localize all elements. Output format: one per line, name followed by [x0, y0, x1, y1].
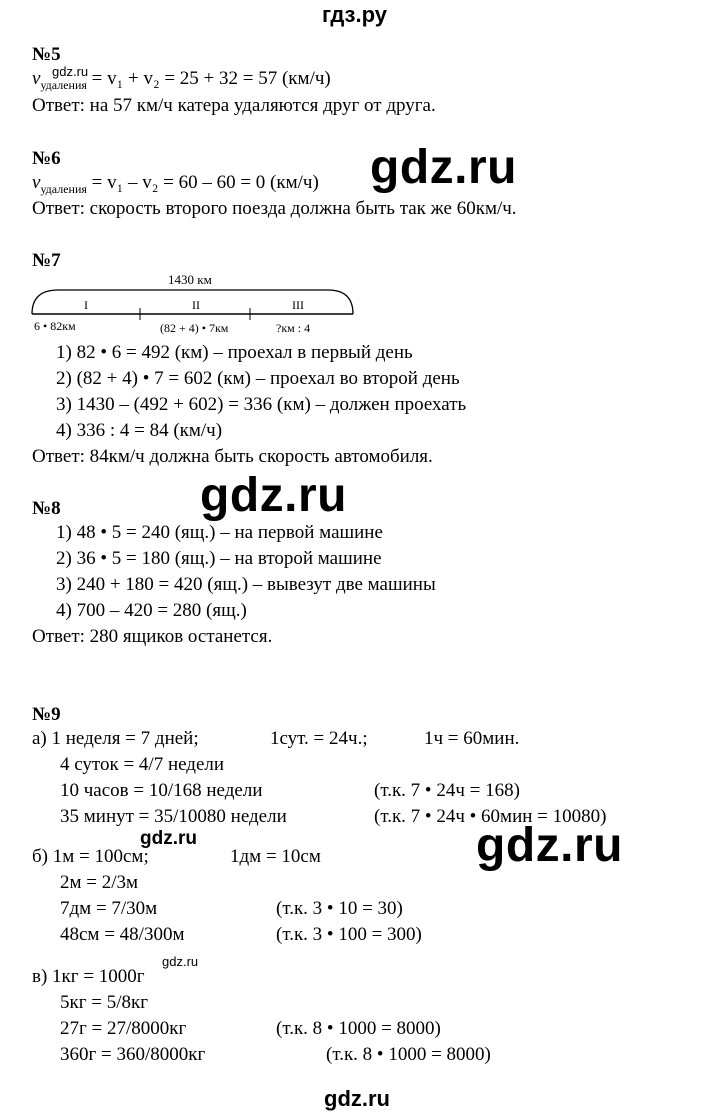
- task6-heading: №6: [32, 148, 61, 169]
- task9-b-line4: 48см = 48/300м: [60, 924, 185, 945]
- watermark-tiny: gdz.ru: [52, 64, 89, 79]
- footer-watermark: gdz.ru: [324, 1086, 390, 1111]
- task5-formula: $v_{удаления} = v_1 + v_2 = 25 + 32 = 57$ (км/ч): [32, 68, 331, 92]
- watermark-tiny: gdz.ru: [162, 954, 199, 969]
- site-header: гдз.ру: [322, 2, 387, 27]
- diagram-label3: ?км : 4: [276, 321, 311, 335]
- task7-step: 2) (82 + 4) • 7 = 602 (км) – проехал во второй день: [56, 368, 460, 389]
- diagram-seg3: III: [292, 298, 304, 312]
- task7-step: 4) 336 : 4 = 84 (км/ч): [56, 420, 223, 441]
- task9-v-note4: (т.к. 8 • 1000 = 8000): [326, 1044, 491, 1065]
- task8-heading: №8: [32, 498, 61, 519]
- task9-v-line1: в) 1кг = 1000г: [32, 966, 145, 987]
- task5-answer: Ответ: на 57 км/ч катера удаляются друг от друга.: [32, 95, 436, 116]
- task8-step: 4) 700 – 420 = 280 (ящ.): [56, 600, 247, 621]
- task9-v-line4: 360г = 360/8000кг: [60, 1044, 206, 1065]
- task9-a-line2: 4 суток = 4/7 недели: [60, 754, 225, 775]
- task9-heading: №9: [32, 704, 61, 725]
- task7-step: 1) 82 • 6 = 492 (км) – проехал в первый день: [56, 342, 413, 363]
- task5-heading: №5: [32, 44, 61, 65]
- task9-v-note3: (т.к. 8 • 1000 = 8000): [276, 1018, 441, 1039]
- task9-a-line4: 35 минут = 35/10080 недели: [60, 806, 287, 827]
- task9-b-line1: б) 1м = 100см;: [32, 846, 149, 867]
- diagram-total: 1430 км: [168, 272, 212, 287]
- task7-step: 3) 1430 – (492 + 602) = 336 (км) – должен проехать: [56, 394, 467, 415]
- task8-answer: Ответ: 280 ящиков останется.: [32, 626, 273, 647]
- task6-answer: Ответ: скорость второго поезда должна быть так же 60км/ч.: [32, 198, 517, 219]
- task9-b-line2: 2м = 2/3м: [60, 872, 139, 893]
- diagram-seg1: I: [84, 298, 88, 312]
- segment-diagram: [28, 270, 358, 336]
- task9-b-line1b: 1дм = 10см: [230, 846, 321, 867]
- task8-step: 1) 48 • 5 = 240 (ящ.) – на первой машине: [56, 522, 383, 543]
- task9-a-note4: (т.к. 7 • 24ч • 60мин = 10080): [374, 806, 607, 827]
- watermark-big: gdz.ru: [370, 141, 517, 194]
- task6-formula: $v_{удаления} = v_1 - v_2 = 60 - 60 = 0$ (км/ч): [32, 172, 319, 196]
- task9-b-note3: (т.к. 3 • 10 = 30): [276, 898, 403, 919]
- watermark-small: gdz.ru: [140, 828, 197, 849]
- task9-a-line1c: 1ч = 60мин.: [424, 728, 520, 749]
- task9-a-line1: а) 1 неделя = 7 дней;: [32, 728, 199, 749]
- task8-step: 3) 240 + 180 = 420 (ящ.) – вывезут две машины: [56, 574, 436, 595]
- task9-a-line1b: 1сут. = 24ч.;: [270, 728, 368, 749]
- task8-step: 2) 36 • 5 = 180 (ящ.) – на второй машине: [56, 548, 382, 569]
- task9-a-line3: 10 часов = 10/168 недели: [60, 780, 263, 801]
- task9-b-note4: (т.к. 3 • 100 = 300): [276, 924, 422, 945]
- diagram-seg2: II: [192, 298, 200, 312]
- task7-heading: №7: [32, 250, 61, 271]
- task9-v-line3: 27г = 27/8000кг: [60, 1018, 187, 1039]
- task7-answer: Ответ: 84км/ч должна быть скорость автомобиля.: [32, 446, 433, 467]
- watermark-big: gdz.ru: [476, 819, 623, 872]
- diagram-label1: 6 • 82км: [34, 319, 76, 333]
- diagram-label2: (82 + 4) • 7км: [160, 321, 229, 335]
- task9-v-line2: 5кг = 5/8кг: [60, 992, 149, 1013]
- watermark-big: gdz.ru: [200, 469, 347, 522]
- task9-a-note3: (т.к. 7 • 24ч = 168): [374, 780, 520, 801]
- task9-b-line3: 7дм = 7/30м: [60, 898, 158, 919]
